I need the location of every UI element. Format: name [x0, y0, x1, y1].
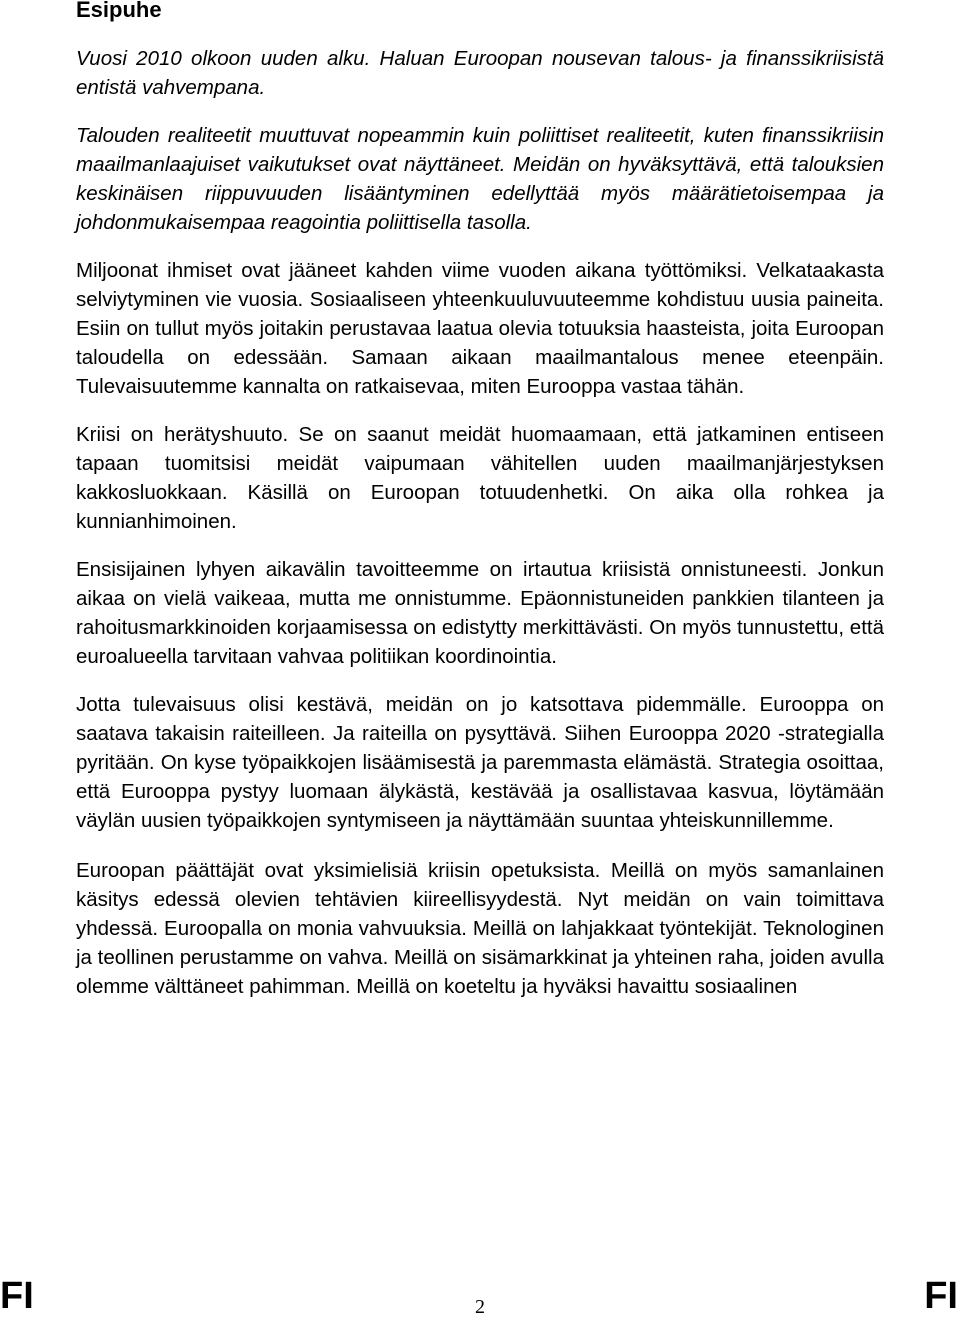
footer-language-label-left: FI: [0, 1275, 34, 1317]
paragraph-sustainable-future: Jotta tulevaisuus olisi kestävä, meidän on jo katsottava pidemmälle. Eurooppa on saatava takaisin raiteilleen. Ja raiteilla on pysyttävä. Siihen Eurooppa 2020 -strategialla pyritään. On kyse työpaikkojen lisäämisestä ja paremmasta elämästä. Strategia osoittaa, että Eurooppa pystyy luomaan älykästä, kestävää ja osallistavaa kasvua, löytämään väylän uusien työpaikkojen syntymiseen ja näyttämään suuntaa yhteiskunnillemme.: [76, 693, 884, 832]
paragraph-economic-realities: Talouden realiteetit muuttuvat nopeammin kuin poliittiset realiteetit, kuten finanssikriisin maailmanlaajuiset vaikutukset ovat näyttäneet. Meidän on hyväksyttävä, että talouksien keskinäisen riippuvuuden lisääntyminen edellyttää myös määrätietoisempaa ja johdonmukaisempaa reagointia poliittisella tasolla.: [76, 124, 884, 234]
page-heading: Esipuhe: [76, 0, 162, 22]
footer-language-label-right: FI: [924, 1275, 958, 1317]
paragraph-intro: Vuosi 2010 olkoon uuden alku. Haluan Euroopan nousevan talous- ja finanssikriisistä entistä vahvempana.: [76, 47, 884, 99]
page-number: 2: [475, 1296, 485, 1318]
paragraph-unemployment: Miljoonat ihmiset ovat jääneet kahden viime vuoden aikana työttömiksi. Velkataakasta selviytyminen vie vuosia. Sosiaaliseen yhteenkuuluvuuteemme kohdistuu uusia paineita. Esiin on tullut myös joitakin perustavaa laatua olevia totuuksia haasteista, joita Euroopan taloudella on edessään. Samaan aikaan maailmantalous menee eteenpäin. Tulevaisuutemme kannalta on ratkaisevaa, miten Eurooppa vastaa tähän.: [76, 259, 884, 398]
document-body: [76, 44, 884, 1020]
paragraph-wake-up-call: Kriisi on herätyshuuto. Se on saanut meidät huomaamaan, että jatkaminen entiseen tapaan tuomitsisi meidät vaipumaan vähitellen uuden maailmanjärjestyksen kakkosluokkaan. Käsillä on Euroopan totuudenhetki. On aika olla rohkea ja kunnianhimoinen.: [76, 423, 884, 533]
paragraph-short-term-goal: Ensisijainen lyhyen aikavälin tavoitteemme on irtautua kriisistä onnistuneesti. Jonkun aikaa on vielä vaikeaa, mutta me onnistumme. Epäonnistuneiden pankkien tilanteen ja rahoitusmarkkinoiden korjaamisessa on edistytty merkittävästi. On myös tunnustettu, että euroalueella tarvitaan vahvaa politiikan koordinointia.: [76, 558, 884, 668]
paragraph-european-strengths: Euroopan päättäjät ovat yksimielisiä kriisin opetuksista. Meillä on myös samanlainen käsitys edessä olevien tehtävien kiireellisyydestä. Nyt meidän on vain toimittava yhdessä. Euroopalla on monia vahvuuksia. Meillä on lahjakkaat työntekijät. Teknologinen ja teollinen perustamme on vahva. Meillä on sisämarkkinat ja yhteinen raha, joiden avulla olemme välttäneet pahimman. Meillä on koeteltu ja hyväksi havaittu sosiaalinen: [76, 859, 884, 998]
